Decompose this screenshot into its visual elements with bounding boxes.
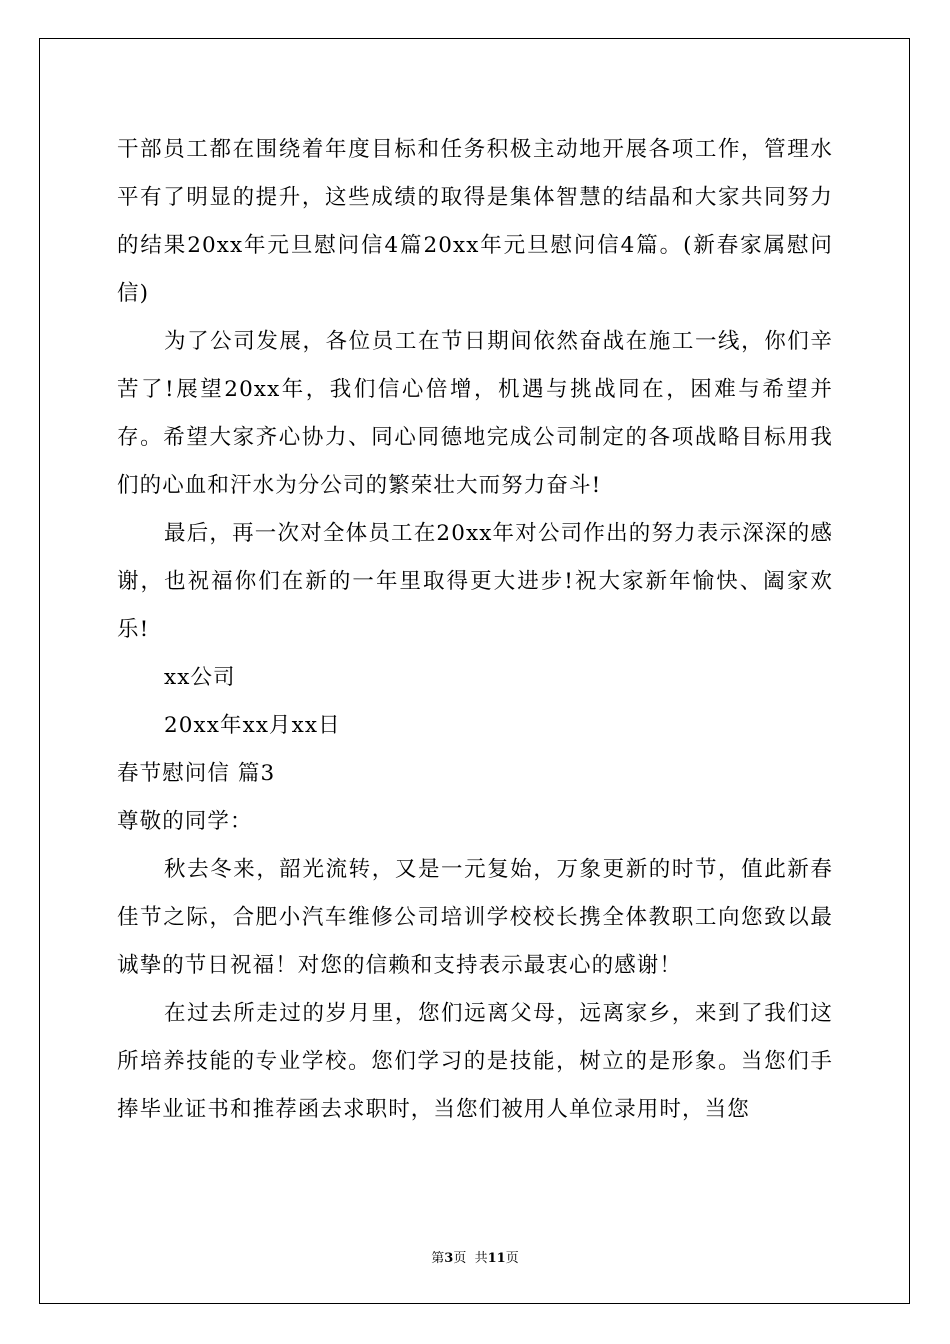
signature-company: xx公司 (164, 665, 236, 690)
signature-date: 20xx年xx月xx日 (164, 713, 341, 738)
footer-current-page: 3 (444, 1251, 454, 1266)
footer-middle: 页 共 (453, 1251, 488, 1266)
section-heading: 春节慰问信 篇3 (117, 761, 276, 786)
paragraph-closing: 最后，再一次对全体员工在20xx年对公司作出的努力表示深深的感谢，也祝福你们在新的一年里取得更大进步!祝大家新年愉快、阖家欢乐! (117, 521, 833, 642)
paragraph-thanks: 为了公司发展，各位员工在节日期间依然奋战在施工一线，你们辛苦了!展望20xx年，我们信心倍增，机遇与挑战同在，困难与希望并存。希望大家齐心协力、同心同德地完成公司制定的各项战略目标用我们的心血和汗水为分公司的繁荣壮大而努力奋斗! (117, 329, 833, 498)
footer-suffix: 页 (505, 1251, 519, 1266)
paragraph-past-years: 在过去所走过的岁月里，您们远离父母，远离家乡，来到了我们这所培养技能的专业学校。您们学习的是技能，树立的是形象。当您们手捧毕业证书和推荐函去求职时，当您们被用人单位录用时，当您 (117, 1001, 833, 1122)
salutation: 尊敬的同学： (117, 809, 253, 834)
document-body (117, 126, 833, 1134)
paragraph-continuation: 干部员工都在围绕着年度目标和任务积极主动地开展各项工作，管理水平有了明显的提升，这些成绩的取得是集体智慧的结晶和大家共同努力的结果20xx年元旦慰问信4篇20xx年元旦慰问信4篇。(新春家属慰问信) (117, 137, 833, 306)
footer-prefix: 第 (431, 1251, 445, 1266)
page-footer (0, 1247, 950, 1266)
paragraph-greeting: 秋去冬来，韶光流转，又是一元复始，万象更新的时节，值此新春佳节之际，合肥小汽车维修公司培训学校校长携全体教职工向您致以最诚挚的节日祝福！对您的信赖和支持表示最衷心的感谢！ (117, 857, 833, 978)
footer-total-pages: 11 (487, 1251, 506, 1266)
